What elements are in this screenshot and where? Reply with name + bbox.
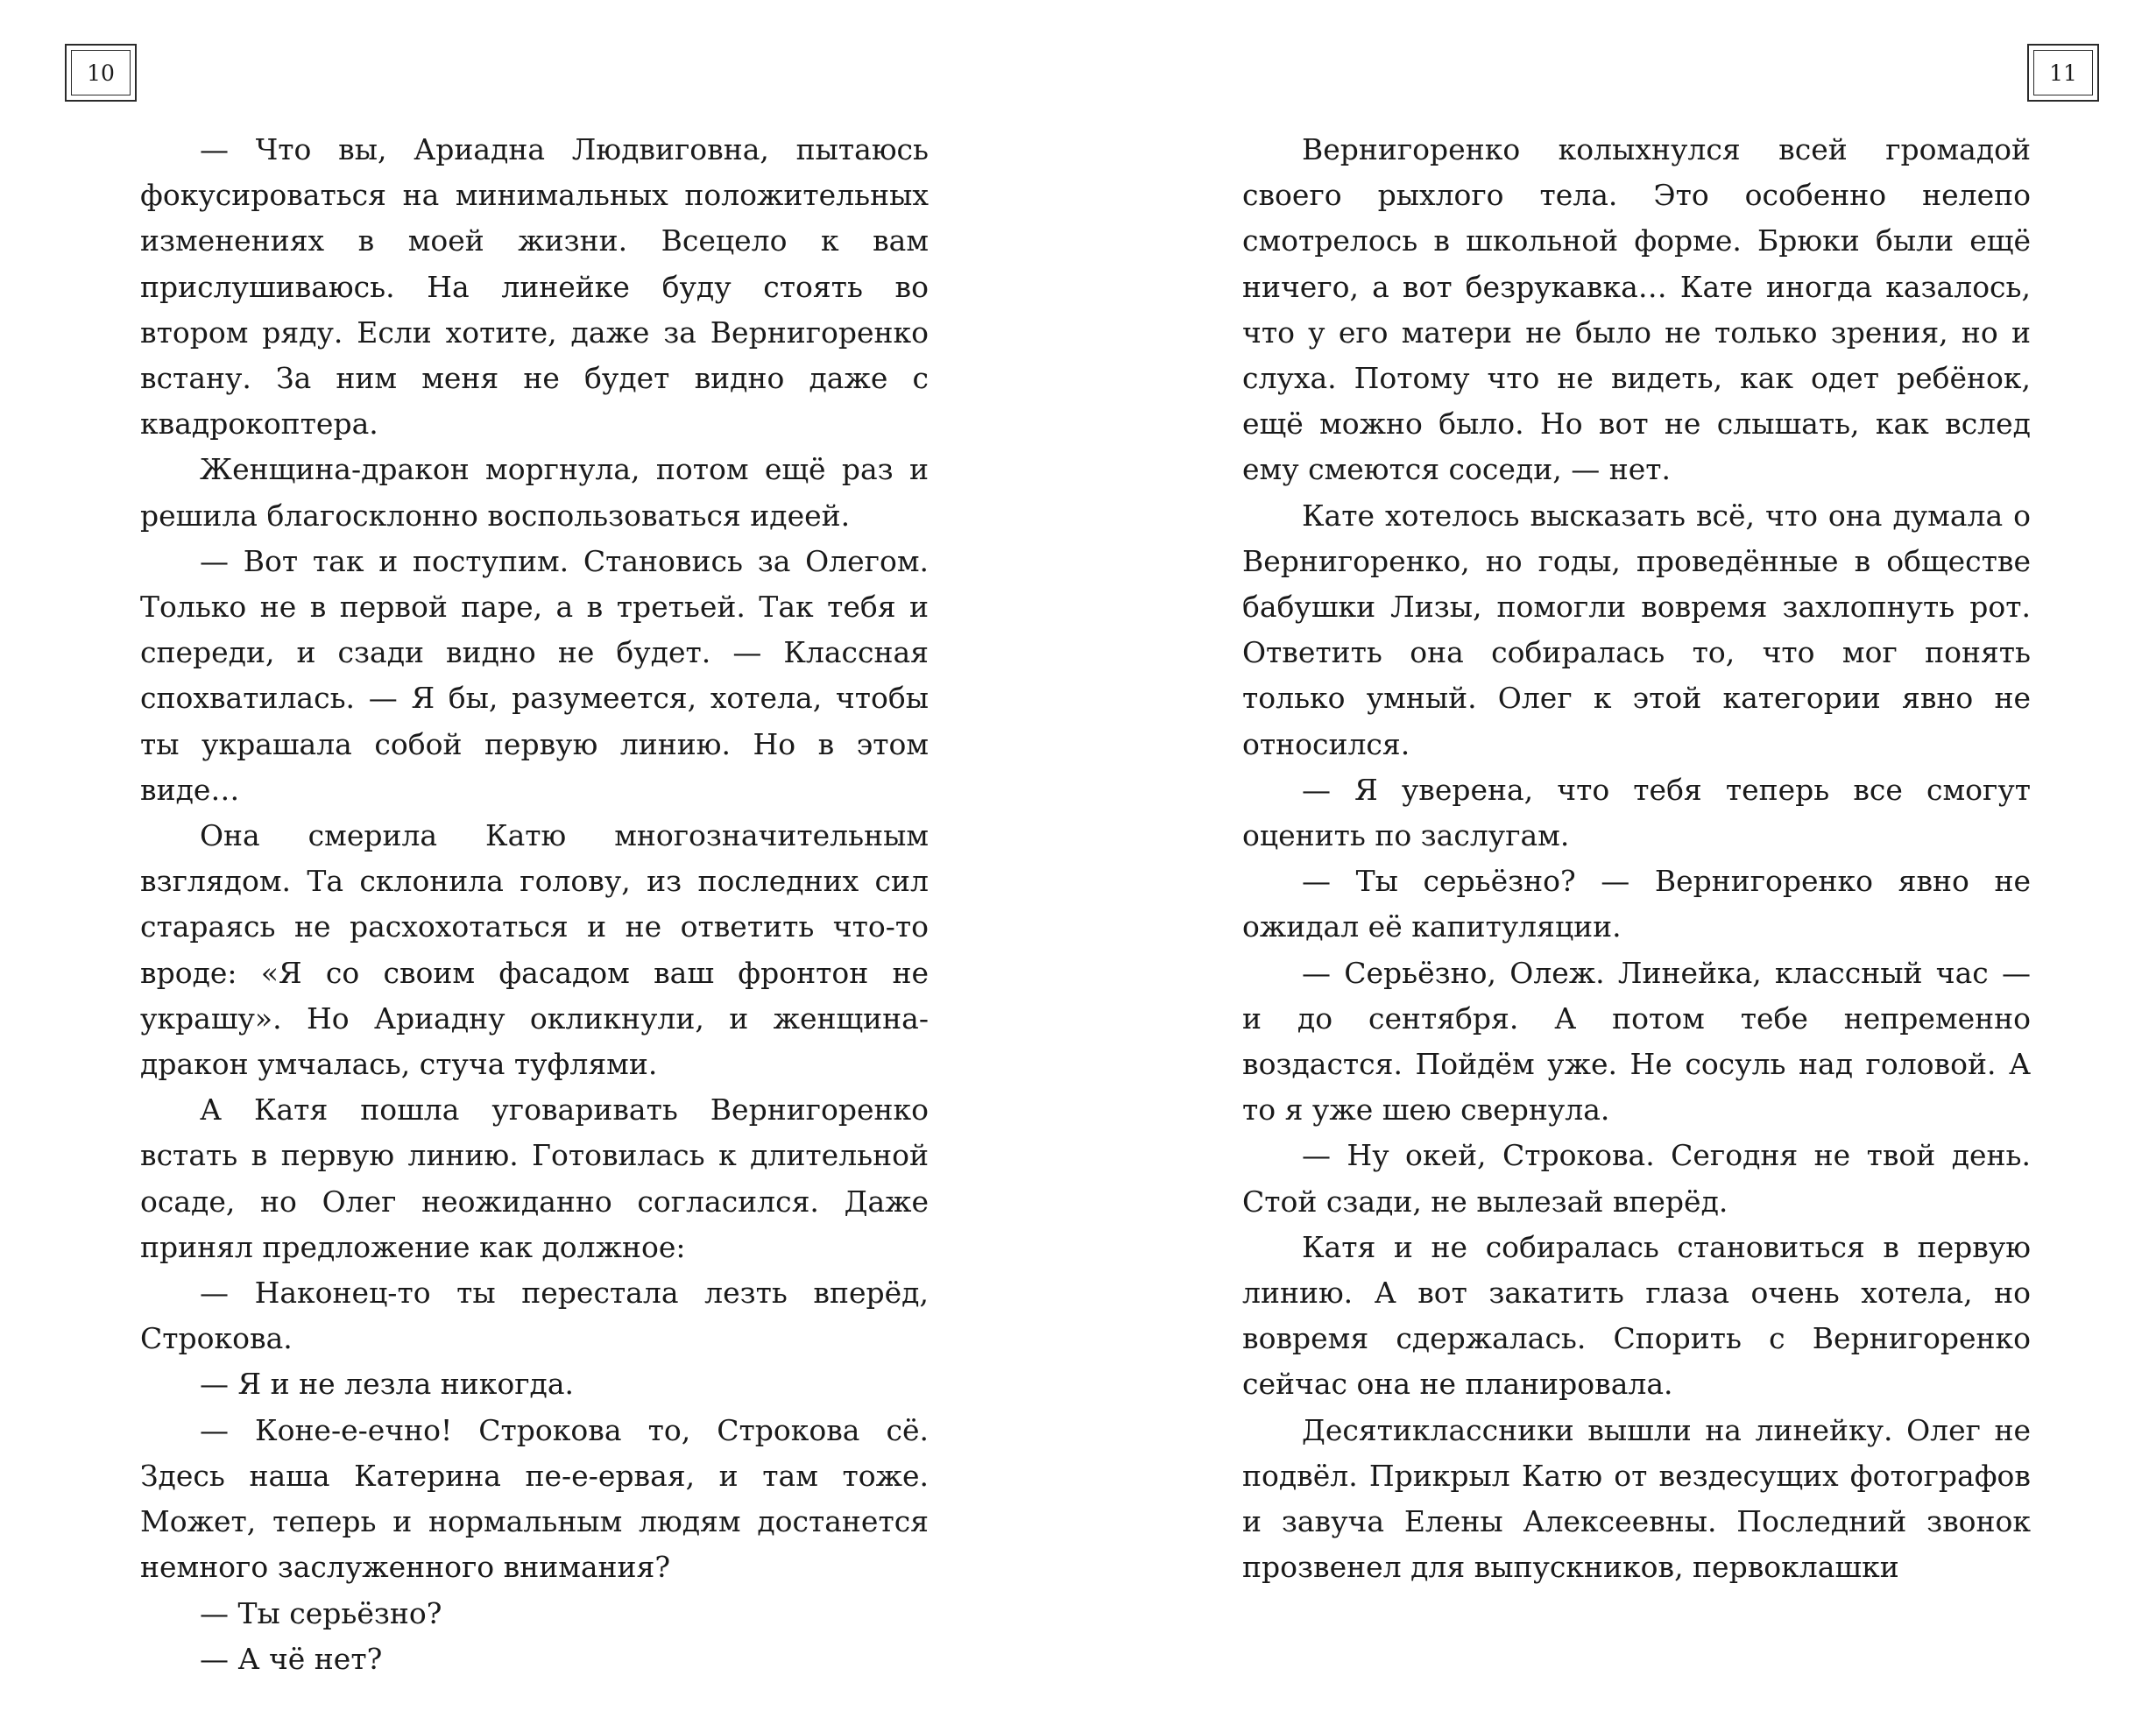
paragraph: — Я уверена, что тебя теперь все смогут оценить по заслугам. (1242, 772, 2031, 853)
paragraph: Вернигоренко колыхнулся всей громадой своего рыхлого тела. Это особенно нелепо смотрелось в школьной форме. Брюки были ещё ничего, а вот безрукавка… Кате иногда казалось, что у его матери не было не только зрения, но и слуха. Потому что не видеть, как одет ребёнок, ещё можно было. Но вот не слышать, как вслед ему смеются соседи, — нет. (1242, 132, 2031, 487)
paragraph: — Коне-е-ечно! Строкова то, Строкова сё. Здесь наша Катерина пе-е-ервая, и там тоже. Может, теперь и нормальным людям достанется немного заслуженного внимания? (140, 1412, 929, 1585)
page-text (140, 127, 929, 1682)
paragraph: Она смерила Катю многозначительным взглядом. Та склонила голову, из последних сил стараясь не расхохотаться и не ответить что-то вроде: «Я со своим фасадом ваш фронтон не украшу». Но Ариадну окликнули, и женщина-дракон умчалась, стуча туфлями. (140, 818, 929, 1082)
paragraph: Женщина-дракон моргнула, потом ещё раз и решила благосклонно воспользоваться идеей. (140, 452, 929, 533)
page-number-frame (65, 44, 137, 102)
page-number-frame (2027, 44, 2099, 102)
right-page (1078, 0, 2156, 1725)
page-number: 11 (2033, 50, 2093, 95)
paragraph: Кате хотелось высказать всё, что она думала о Вернигоренко, но годы, проведённые в обществе бабушки Лизы, помогли вовремя захлопнуть рот. Ответить она собиралась то, что мог понять только умный. Олег к этой категории явно не относился. (1242, 498, 2031, 761)
paragraph: — Я и не лезла никогда. (200, 1367, 575, 1402)
paragraph: — Ты серьёзно? — Вернигоренко явно не ожидал её капитуляции. (1242, 864, 2031, 944)
paragraph: Катя и не собиралась становиться в первую линию. А вот закатить глаза очень хотела, но вовремя сдержалась. Спорить с Вернигоренко сейчас она не планировала. (1242, 1229, 2031, 1402)
page-text (1242, 127, 2031, 1591)
paragraph: — Ты серьёзно? (200, 1595, 442, 1630)
paragraph: — Вот так и поступим. Становись за Олегом. Только не в первой паре, а в третьей. Так тебя и спереди, и сзади видно не будет. — Классная спохватилась. — Я бы, разумеется, хотела, чтобы ты украшала собой первую линию. Но в этом виде… (140, 543, 929, 807)
paragraph: А Катя пошла уговаривать Вернигоренко встать в первую линию. Готовилась к длительной осаде, но Олег неожиданно согласился. Даже принял предложение как должное: (140, 1092, 929, 1264)
paragraph: — Что вы, Ариадна Людвиговна, пытаюсь фокусироваться на минимальных положительных изменениях в моей жизни. Всецело к вам прислушиваюсь. На линейке буду стоять во втором ряду. Если хотите, даже за Вернигоренко встану. За ним меня не будет видно даже с квадрокоптера. (140, 132, 929, 442)
paragraph: — А чё нет? (200, 1641, 383, 1676)
paragraph: — Серьёзно, Олеж. Линейка, классный час — и до сентября. А потом тебе непременно воздастся. Пойдём уже. Не сосуль над головой. А то я уже шею свернула. (1242, 955, 2031, 1128)
paragraph: Десятиклассники вышли на линейку. Олег не подвёл. Прикрыл Катю от вездесущих фотографов и завуча Елены Алексеевны. Последний звонок прозвенел для выпускников, первоклашки (1242, 1412, 2031, 1585)
paragraph: — Наконец-то ты перестала лезть вперёд, Строкова. (140, 1276, 929, 1356)
paragraph: — Ну окей, Строкова. Сегодня не твой день. Стой сзади, не вылезай вперёд. (1242, 1138, 2031, 1219)
page-number: 10 (71, 50, 131, 95)
